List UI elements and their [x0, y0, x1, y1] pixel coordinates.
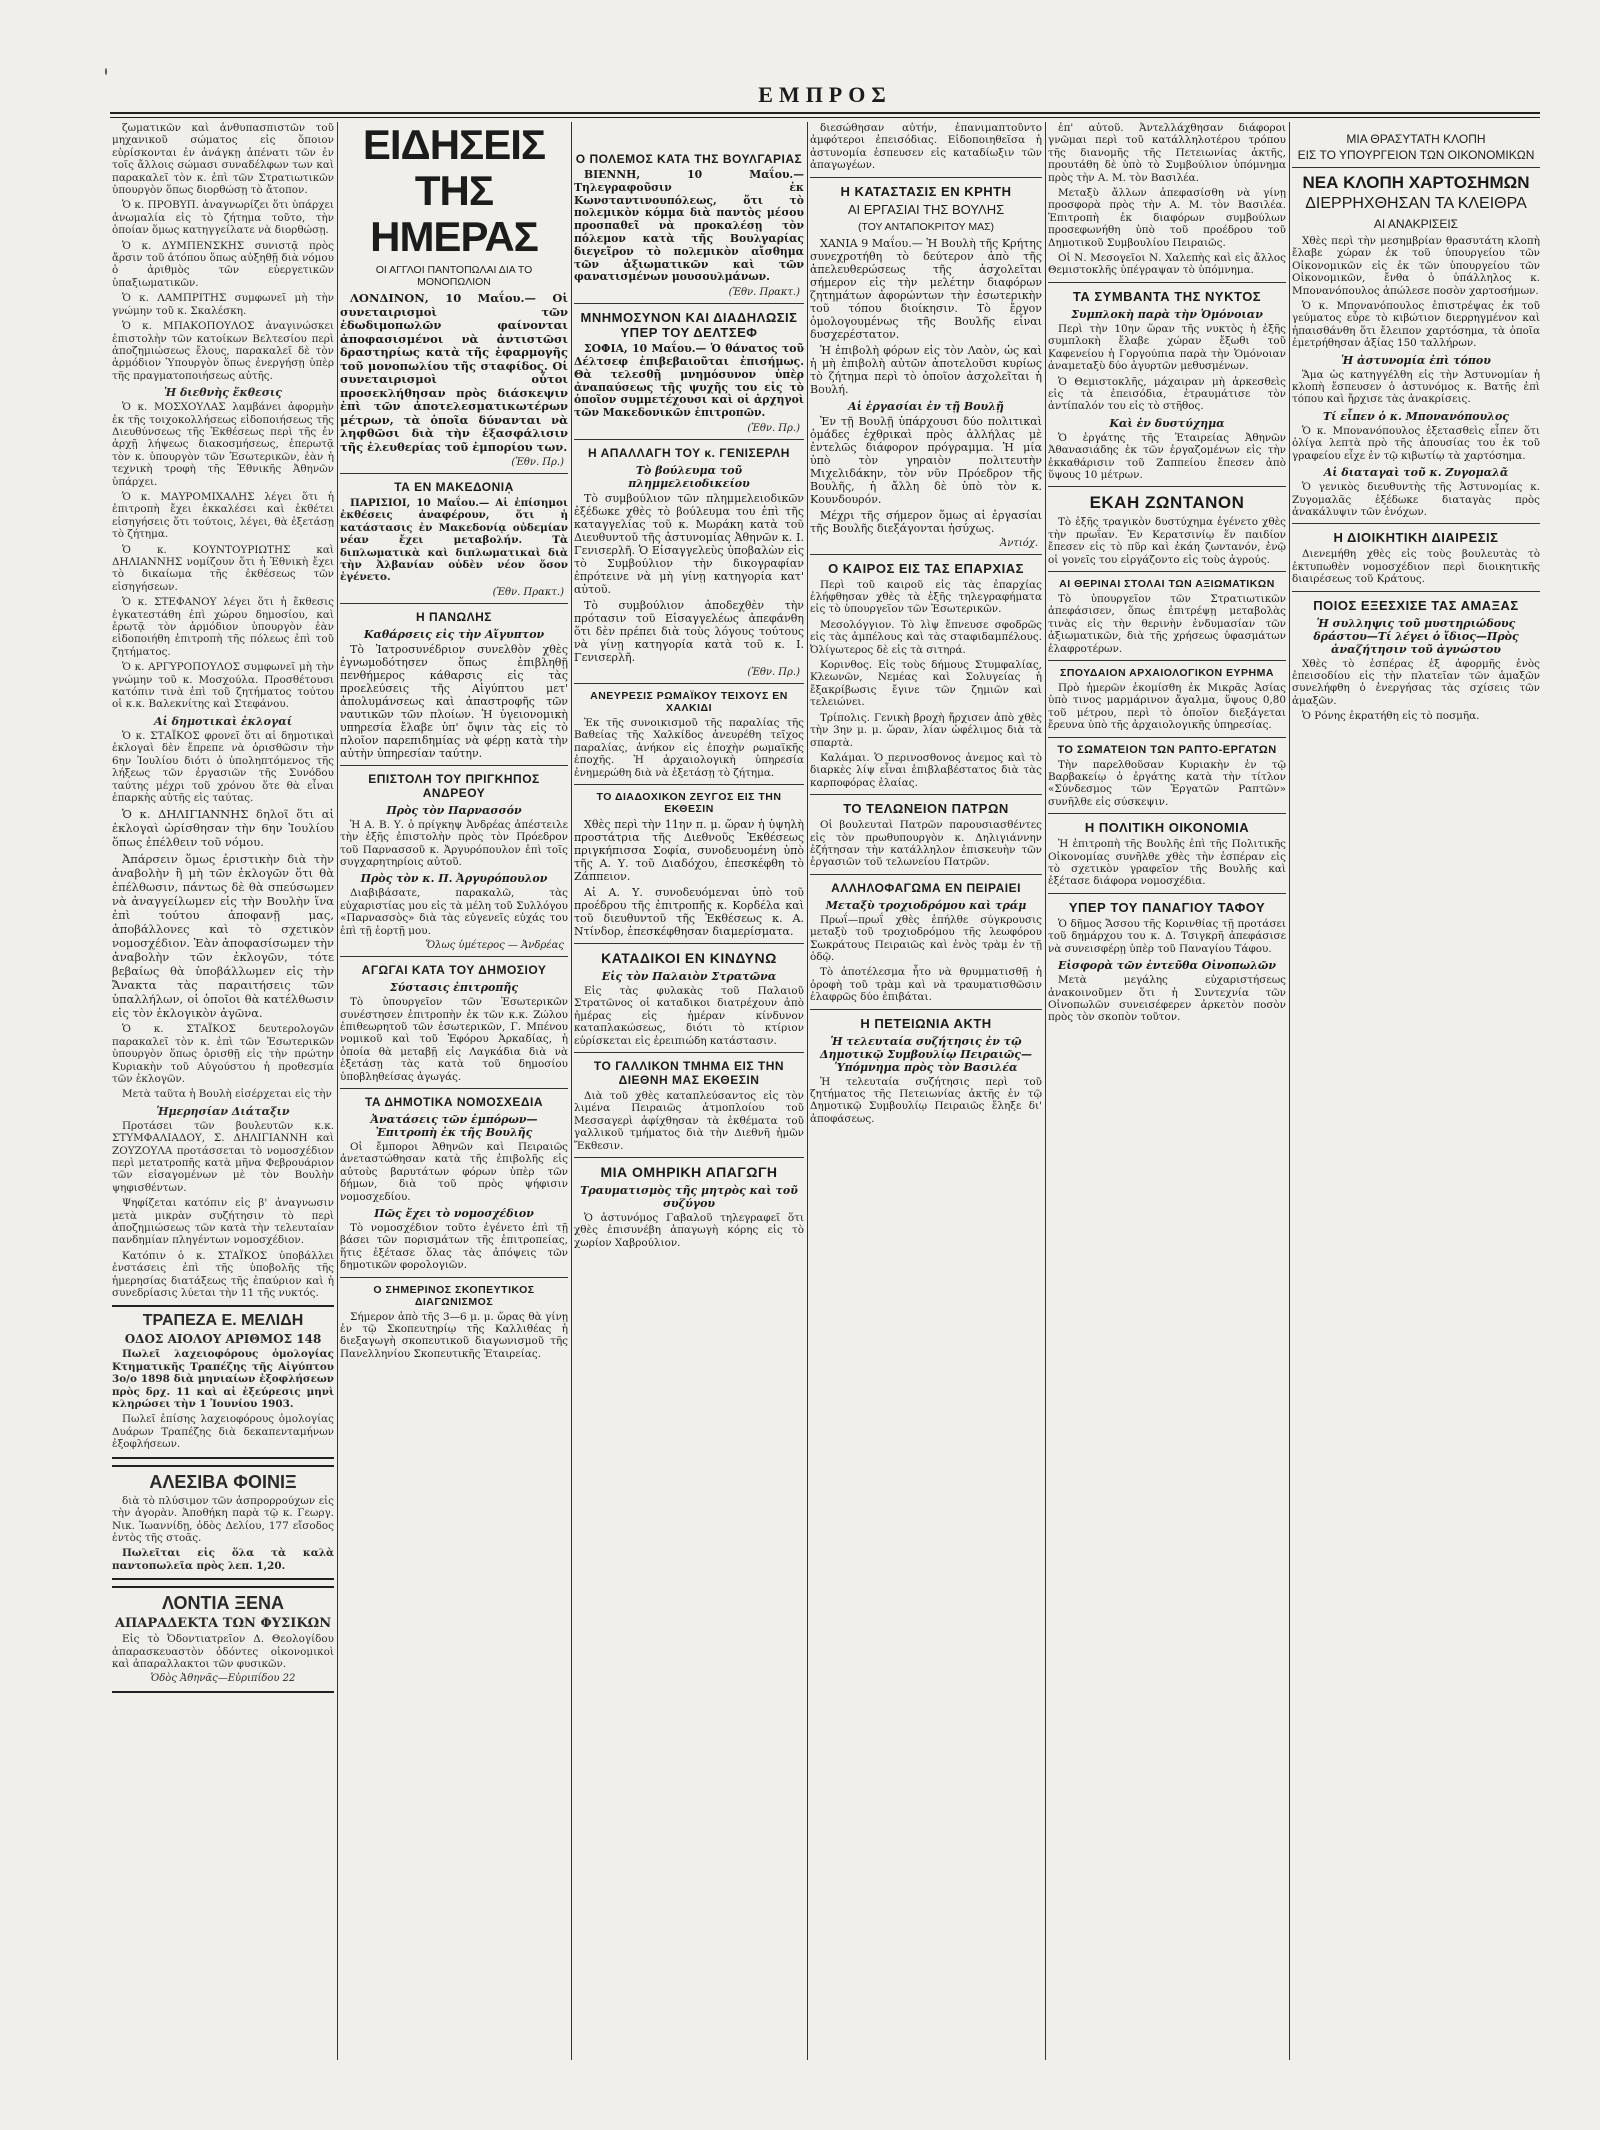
paragraph: Τὸ ὑπουργεῖον τῶν Ἐσωτερικῶν συνέστησεν ἐπιτροπὴν ἐκ τῶν κ.κ. Ζώλου ἐπιθεωρητοῦ τῶν ἐσωτερικῶν, Γ. Μπένου νομικοῦ καὶ τοῦ Ἐφόρου Ἀρκαδίας, ἡ ὁποία θὰ μεταβῇ εἰς Λαγκάδια διὰ νὰ ἐξετάσῃ τὰς κατὰ τοῦ δημοσίου ὑποβληθείσας ἀγωγάς. [340, 996, 568, 1083]
column-1 [112, 122, 334, 2060]
paragraph: Ὁ Ρόνης ἐκρατήθη εἰς τὸ ποσμῆα. [1302, 710, 1480, 723]
article-heading: ΤΟ ΣΩΜΑΤΕΙΟΝ ΤΩΝ ΡΑΠΤΟ-ΕΡΓΑΤΩΝ [1057, 743, 1277, 756]
divider [810, 554, 1042, 555]
article-heading: ΠΟΙΟΣ ΕΞΕΣΧΙΣΕ ΤΑΣ ΑΜΑΞΑΣ [1313, 597, 1519, 613]
article-heading: ΚΑΤΑΔΙΚΟΙ ΕΝ ΚΙΝΔΥΝΩ [601, 949, 777, 966]
paragraph: Περὶ τὴν 10ην ὥραν τῆς νυκτὸς ἡ ἑξῆς συμπλοκὴ ἔλαβε χώραν ἔξωθι τοῦ Καφενείου ἡ Γοργούπια παρὰ τὴν Ὁμόνοιαν ἀναμεταξὺ δύο ἀγυρτῶν μεθυσμένων. [1048, 322, 1286, 373]
paragraph: Ἐκ τῆς συνοικισμοῦ τῆς παραλίας τῆς Βαθείας τῆς Χαλκίδος ἀνευρέθη τεῖχος παραλίας, ἀνήκον εἰς ἐποχὴν ρωμαϊκῆς ἐποχῆς. Ἡ ἀρχαιολογικὴ ὑπηρεσία ἐνημερώθη διὰ νὰ ἐξετάσῃ τὸ ζήτημα. [574, 716, 804, 779]
source-credit: (Ἐθν. Πρακτ.) [728, 287, 800, 299]
ad-address: ΟΔΟΣ ΑΙΟΛΟΥ ΑΡΙΘΜΟΣ 148 [124, 1332, 322, 1347]
column-3 [574, 122, 804, 2060]
paragraph: Διὰ τοῦ χθὲς καταπλεύσαντος εἰς τὸν λιμένα Πειραιῶς ἀτμοπλοίου τοῦ Μεσσαγερὶ ἀφίχθησαν τὰ ἐκθέματα τοῦ γαλλικοῦ τμήματος διὰ τὴν Διεθνῆ ἡμῶν Ἔκθεσιν. [574, 1090, 804, 1152]
divider [1292, 591, 1540, 592]
paragraph: διὰ τὸ πλύσιμον τῶν ἀσπρορρούχων εἰς τὴν ἀγορὰν. Ἀποθήκη παρὰ τῷ κ. Γεωργ. Νικ. Ἰωαννίδῃ, ὁδὸς Δελίου, 177 εἴσοδος ἐντὸς τῆς στοᾶς. [112, 1494, 334, 1544]
article-heading: ΤΟ ΓΑΛΛΙΚΟΝ ΤΜΗΜΑ ΕΙΣ ΤΗΝ ΔΙΕΘΝΗ ΜΑΣ ΕΚΘΕΣΙΝ [593, 1059, 785, 1088]
paragraph: Προτάσει τῶν βουλευτῶν κ.κ. ΣΤΥΜΦΑΛΙΑΔΟΥ, Σ. ΔΗΛΙΓΙΑΝΝΗ καὶ ΖΟΥΖΟΥΛΑ προτάσσεται τὸ νομοσχέδιον περὶ μετατροπῆς κατὰ μῆνα Φεβρουάριον τῶν εἰσαγομένων μὲ τὸν Βουλὴν ψηφισθέντων. [112, 1119, 334, 1194]
article-subheading: ΑΙ ΕΡΓΑΣΙΑΙ ΤΗΣ ΒΟΥΛΗΣ [847, 201, 1005, 217]
paragraph: Ἡ τελευταία συζήτησις περὶ τοῦ ζητήματος τῆς Πετειωνίας ἀκτῆς ἐν τῷ Δημοτικῷ Συμβουλίῳ Πειραιῶς ἔληξε δι' ἀποφάσεως. [810, 1075, 1042, 1125]
paragraph: Μετὰ μεγάλης εὐχαριστήσεως ἀνακοινοῦμεν ὅτι ἡ Συντεχνία τῶν Οἰνοπωλῶν συνεισέφερεν ἀρκετὸν ποσὸν πρὸς τὸν σκοπὸν τοῦτον. [1048, 974, 1286, 1024]
section-heading: Αἱ δημοτικαὶ ἐκλογαί [153, 714, 293, 728]
paragraph: Μέχρι τῆς σήμερον ὅμως αἱ ἐργασίαι τῆς Βουλῆς διεξάγονται ἡσύχως. [810, 508, 1042, 535]
article-subheading: Ἡ ἀστυνομία ἐπὶ τόπου [1341, 353, 1491, 367]
divider [574, 784, 804, 785]
article-heading: Η ΠΟΛΙΤΙΚΗ ΟΙΚΟΝΟΜΙΑ [1084, 820, 1250, 836]
paragraph: Σήμερον ἀπὸ τῆς 3—6 μ. μ. ὥρας θὰ γίνῃ ἐν τῷ Σκοπευτηρίῳ τῆς Καλλιθέας ἡ διεξαγωγὴ σκοπευτικοῦ διαγωνισμοῦ τῆς Πανελληνίου Σκοπευτικῆς Ἑταιρείας. [340, 1310, 568, 1360]
paragraph: Ὁ γενικὸς διευθυντὴς τῆς Ἀστυνομίας κ. Ζυγομαλᾶς ἐξέδωκε διαταγὰς πρὸς ἀνακάλυψιν τῶν ἐνόχων. [1292, 481, 1540, 518]
paragraph: Τὸ ἑξῆς τραγικὸν δυστύχημα ἐγένετο χθὲς τὴν πρωΐαν. Ἐν Κερατσινίῳ ἕν παιδίον ἔπεσεν εἰς τὸ πῦρ καὶ ἐκάη ζωντανόν, ἐνῷ οἱ γονεῖς του εἰργάζοντο εἰς τοὺς ἀγρούς. [1048, 516, 1286, 566]
paragraph: ΧΑΝΙΑ 9 Μαΐου.— Ἡ Βουλὴ τῆς Κρήτης συνεχροτήθη τὸ δεύτερον ἀπὸ τῆς ἀπελευθερώσεως τῆς ἀσχολεῖται σήμερον εἰς τὴν μελέτην διαφόρων ζητημάτων ἀφορώντων τὴν ἐσωτερικὴν τοῦ τόπου διοίκησιν. Τὸ ἔργον ὁμολογουμένως τῆς Βουλῆς εἶναι δυσχερέστατον. [810, 236, 1042, 341]
section-heading: Ἡ διεθνὴς ἔκθεσις [164, 386, 282, 400]
source-credit: (Ἐθν. Πρ.) [747, 422, 800, 434]
masthead-rule [110, 112, 1540, 114]
paragraph: Τὸ ὑπουργεῖον τῶν Στρατιωτικῶν ἀπεφάσισεν, ὅπως ἐπιτρέψῃ μεταβολὰς τινὰς εἰς τὴν θερινὴν ἐνδυμασίαν τῶν ἀξιωματικῶν, διὰ τῆς χρήσεως ὑφασμάτων ἐλαφροτέρων. [1048, 592, 1286, 655]
divider [1048, 893, 1286, 894]
correspondent-credit: (ΤΟΥ ΑΝΤΑΠΟΚΡΙΤΟΥ ΜΑΣ) [857, 220, 995, 233]
article-heading: ΜΝΗΜΟΣΥΝΟΝ ΚΑΙ ΔΙΑΔΗΛΩΣΙΣ ΥΠΕΡ ΤΟΥ ΔΕΛΤΣΕΦ [580, 310, 798, 341]
article-subheading: Πρὸς τὸν Παρνασσόν [386, 803, 522, 817]
paragraph: Ὁ κ. ΔΗΛΙΓΙΑΝΝΗΣ δηλοῖ ὅτι αἱ ἐκλογαὶ ὡρίσθησαν τὴν 6ην Ἰουλίου ὅπως ἐπέλθειν τοῦ νόμου. [112, 807, 334, 850]
paragraph: Μεταξὺ ἄλλων ἀπεφασίσθη νὰ γίνῃ προσφορὰ πρὸς τὴν Α. Μ. τὸν Βασιλέα. Ἐπιτροπὴ ἐκ διαφόρων συμβούλων προσεφωνήθη ὑπὸ τοῦ προέδρου τοῦ Δημοτικοῦ Συμβουλίου Πειραιῶς. [1048, 187, 1286, 249]
divider [340, 1088, 568, 1089]
paragraph: Ὁ κ. ΠΡΟΒΥΠ. ἀναγνωρίζει ὅτι ὑπάρχει ἀνωμαλία εἰς τὸ ζήτημα τοῦτο, τὴν ὁποίαν ὅμως κατηγγείλατε νὰ διορθώσῃ. [112, 199, 334, 237]
paragraph: Ὁ δῆμος Ἄσσου τῆς Κορινθίας τῇ προτάσει τοῦ δημάρχου του κ. Δ. Τσιγκρῆ ἀπεφάσισε νὰ συνεισφέρῃ ὑπὲρ τοῦ Παναγίου Τάφου. [1048, 917, 1286, 955]
article-subheading: Καθάρσεις εἰς τὴν Αἴγυπτον [363, 627, 545, 641]
divider [574, 943, 804, 944]
article-subheading: Αἱ ἐργασίαι ἐν τῇ Βουλῇ [848, 399, 1004, 413]
paragraph: διεσώθησαν αὐτήν, ἐπανιμαπτοῦντο ἀμφότεροι ἐπεισόδιας. Εἰδοποιηθεῖσα ἡ ἀστυνομία ἐσπευσεν εἰς καταδίωξιν τῶν ἀπαγωγέων. [810, 122, 1042, 172]
ad-subtitle: ΑΠΑΡΑΔΕΚΤΑ ΤΩΝ ΦΥΣΙΚΩΝ [114, 1616, 332, 1632]
article-subheading: Πῶς ἔχει τὸ νομοσχέδιον [374, 1206, 534, 1220]
article-heading: Η ΚΑΤΑΣΤΑΣΙΣ ΕΝ ΚΡΗΤΗ [840, 183, 1012, 199]
divider [340, 603, 568, 604]
paragraph: Κορινθος. Εἰς τοὺς δήμους Στυμφαλίας, Κλεωνῶν, Νεμέας καὶ Σολυγείας ἡ ἔξακρίβωσις ἔγινε τῶν ζημιῶν καὶ τελειώνει. [810, 659, 1042, 709]
paragraph: Ὁ κ. ΔΥΜΠΕΝΣΚΗΣ συνιστᾷ πρὸς ἄρσιν τοῦ ἀτόπου ὅπως αὐξηθῇ διὰ νόμου ὁ ἀριθμὸς τῶν εὐεργετικῶν ὑπαξιωματικῶν. [112, 239, 334, 289]
paragraph: Οἱ βουλευταὶ Πατρῶν παρουσιασθέντες εἰς τὸν πρωθυπουργὸν κ. Δηλιγιάννην ἐζήτησαν τὴν κατάλληλον ἐπισκευὴν τῶν ἐργασιῶν τοῦ τελωνείου Πατρῶν. [810, 819, 1042, 869]
letter-addressee: Πρὸς τὸν κ. Π. Ἀργυρόπουλον [360, 872, 548, 886]
article-subheading: Ἡ συλληψις τοῦ μυστηριώδους δράστου—Τί λέγει ὁ ἴδιος—Πρὸς ἀναζήτησιν τοῦ ἀγνώστου [1313, 616, 1519, 656]
paragraph: Κατόπιν ὁ κ. ΣΤΑΪΚΟΣ ὑποβάλλει ἐνστάσεις ἐπὶ τῆς ὑποβολῆς τῆς ἡμερησίας διατάξεως τῆς ἐπαύριον καὶ ἡ συνεδρίασις λύεται τὴν 11 τῆς νυκτός. [112, 1249, 334, 1300]
article-subheading: Αἱ διαταγαὶ τοῦ κ. Ζυγομαλᾶ [1323, 466, 1509, 480]
article-heading: ΝΕΑ ΚΛΟΠΗ ΧΑΡΤΟΣΗΜΩΝ [1302, 173, 1530, 192]
column-4 [810, 122, 1042, 2060]
column-divider [1045, 122, 1046, 2060]
paragraph: ζωματικῶν καὶ ἀνθυπασπιστῶν τοῦ μηχανικοῦ σώματος εἰς ὅποιον εὑρίσκονται ἐν ἀνάγκῃ ἀπένατι τῶν ἐν τοῖς ἄλλοις σώμασι συναδέλφων των καὶ παρακαλεῖ τὸν κ. ἐπὶ τῶν Στρατιωτικῶν ὑπουργὸν ὅπως διορθώσῃ τὸ ἄτοπον. [112, 122, 334, 197]
article-subheading: Εἰς τὸν Παλαιὸν Στρατῶνα [601, 969, 777, 983]
dentist-advertisement [112, 1586, 334, 1693]
paragraph: ἐπ' αὐτοῦ. Ἀντελλάχθησαν διάφοροι γνῶμαι περὶ τοῦ κατάλληλοτέρου τρόπου τῆς διανομῆς τῆς Πετειωνίας ἀκτῆς, προυτάθη δὲ ὑπὸ τὸ Συμβούλιον ὑπόμνημα πρὸς τὴν Α. Μ. τὸν Βασιλέα. [1048, 122, 1286, 184]
article-heading: ΑΝΕΥΡΕΣΙΣ ΡΩΜΑΪΚΟΥ ΤΕΙΧΟΥΣ ΕΝ ΧΑΛΚΙΔΙ [590, 689, 788, 714]
lead-paragraph: ΣΟΦΙΑ, 10 Μαΐου.— Ὁ θάνατος τοῦ Δέλτσεφ ἐπιβεβαιοῦται ἐπισήμως. Θὰ τελεσθῇ μνημόσυνον ὑπὲρ ἀναπαύσεως τῆς ψυχῆς του εἰς τὸ ὁποῖον συμμετέχουσι καὶ οἱ ἀρχηγοὶ τῶν Μακεδονικῶν ἐπιτροπῶν. [574, 342, 804, 420]
column-6 [1292, 122, 1540, 2060]
paragraph: Ὁ Θεμιστοκλῆς, μάχαιραν μὴ ἀρκεσθεὶς εἰς τὰ ἐπεισόδια, ἐτραυμάτισε τὸν ἀντίπαλόν του εἰς τὸ στῆθος. [1048, 375, 1286, 413]
paragraph: Τὸ συμβούλιον ἀποδεχθὲν τὴν πρότασιν τοῦ Εἰσαγγελέως ἀπεφάνθη ὅτι δὲν πρέπει διὰ τοὺς λόγους τούτους νὰ γίνῃ κατηγορία κατὰ τοῦ κ. Ι. Γενισερλῆ. [574, 598, 804, 664]
paragraph: Τὸ συμβούλιον τῶν πλημμελειοδικῶν ἐξέδωκε χθὲς τὸ βούλευμα του ἐπὶ τῆς καταγγελίας τοῦ κ. Μωράκη κατὰ τοῦ Διευθυντοῦ τῆς ἀστυνομίας Ἀθηνῶν κ. Ι. Γενισερλῆ. Ὁ Εἰσαγγελεὺς ὑποβαλὼν εἰς τὸ Συμβούλιον τὴν δικογραφίαν ἐπρότεινε νὰ μὴ γίνῃ κατηγορία κατ' αὐτοῦ. [574, 491, 804, 596]
ad-title: ΤΡΑΠΕΖΑ Ε. ΜΕΛΙΔΗ [142, 1312, 304, 1330]
paragraph: Τρίπολις. Γενικὴ βροχὴ ἤρχισεν ἀπὸ χθὲς τὴν 3ην μ. μ. ὥραν, λίαν ὠφέλιμος διὰ τὰ σπαρτὰ. [810, 711, 1042, 749]
article-heading: ΕΚΑΗ ΖΩΝΤΑΝΟΝ [1089, 493, 1245, 513]
divider [810, 794, 1042, 795]
paragraph: Πωλεῖται εἰς ὅλα τὰ καλὰ παντοπωλεῖα πρὸς λεπ. 1,20. [112, 1547, 334, 1572]
paragraph: Διαβιβάσατε, παρακαλῶ, τὰς εὐχαριστίας μου εἰς τὰ μέλη τοῦ Συλλόγου «Παρνασσὸς» διὰ τὰς εὐγενεῖς εὐχάς του ἐπὶ τῇ ἑορτῇ μου. [340, 887, 568, 937]
paragraph: Ὁ κ. ΜΟΣΧΟΥΛΑΣ λαμβάνει ἀφορμὴν ἐκ τῆς τοιχοκολλήσεως εἰδοποιήσεως τῆς Διευθύνσεως τῆς Ἐκθέσεως περὶ τῆς ἐν ἀρχῇ λήψεως διακοσμήσεως, ἐπερωτᾷ τὸν κ. ὑπουργὸν τῶν Ἐσωτερικῶν, ἐὰν ἡ τεχνικὴ τροφὴ τῆς Ἐθνικῆς Ἀθηνῶν ὑπάρχει. [112, 401, 334, 488]
source-credit: (Ἐθν. Πρ.) [511, 457, 564, 468]
article-heading: ΤΟ ΔΙΑΔΟΧΙΚΟΝ ΖΕΥΓΟΣ ΕΙΣ ΤΗΝ ΕΚΘΕΣΙΝ [596, 790, 782, 815]
paragraph: Εἰς τὰς φυλακὰς τοῦ Παλαιοῦ Στρατῶνος οἱ καταδικοι διατρέχουν ἀπὸ ἡμέρας εἰς ἡμέραν κίνδυνον καταπλακώσεως, διότι τὸ κτίριον εὑρίσκεται εἰς ἐρειπιώδη κατάστασιν. [574, 984, 804, 1047]
article-heading: Η ΠΕΤΕΙΩΝΙΑ ΑΚΤΗ [860, 1015, 992, 1031]
divider [574, 439, 804, 440]
article-heading: ΕΠΙΣΤΟΛΗ ΤΟΥ ΠΡΙΓΚΗΠΟΣ ΑΝΔΡΕΟΥ [368, 771, 540, 800]
correspondent-signature: Ἀντιόχ. [999, 537, 1038, 549]
paragraph: Ἀπάρσειν ὅμως ἐριστικὴν διὰ τὴν ἀναβολὴν ἢ μὴ τῶν ἐκλογῶν ὅτι θὰ ἐπέλθωσιν, πάντως δὲ θὰ σπεύσωμεν νὰ ἀναγγείλωμεν εἰς τὴν Βουλὴν ἵνα ἐπὶ τούτου ἀποφανῇ μας, ἀποβάλλονες καὶ τὸ σχετικὸν νομοσχέδιον. Ἐὰν ἀποφασίσωμεν τὴν ἀναβολὴν τῶν ἐκλογῶν, τότε βεβαίως θὰ ὑποβάλλωμεν εἰς τὴν Ἄνακτα τὰς παραιτήσεις τῶν ὑπαλλήλων, οἱ ὁποῖοι θὰ κατέλθωσιν εἰς τὸν ἐκλογικὸν ἀγῶνα. [112, 852, 334, 1021]
article-heading: ΑΛΛΗΛΟΦΑΓΩΜΑ ΕΝ ΠΕΙΡΑΙΕΙ [831, 880, 1021, 895]
paragraph: Τὸ Ἰατροσυνέδριον συνελθὸν χθὲς ἐγνωμοδότησεν ὅπως ἐπιβληθῇ πενθήμερος κάθαρσις εἰς τὰς προελεύσεις τῆς Αἰγύπτου μετ' ἀπολυμάνσεως καὶ ἀπαστροφῆς τῶν ναυτικῶν τῶν πλοίων. Ἡ ὑγειονομικὴ υπηρεσία ἔλαβε ὑπ' ὄψιν τὰς εἰς τὸ πλοῖον παρεπιδημίας νὰ φέρῃ κατὰ τὴν αὐτὴν ὑπηρεσίαν ταύτην. [340, 642, 568, 760]
ad-title: ΑΛΕΣΙΒΑ ΦΟΙΝΙΞ [149, 1471, 297, 1492]
paragraph: Ὁ κ. ΚΟΥΝΤΟΥΡΙΩΤΗΣ καὶ ΔΗΛΙΑΝΝΗΣ νομίζουν ὅτι ἡ Ἐθνικὴ ἔχει τὸ δικαίωμα τῆς ἐκθέσεως τῶν εἰσηγήσεων. [112, 543, 334, 593]
article-heading: Ο ΠΟΛΕΜΟΣ ΚΑΤΑ ΤΗΣ ΒΟΥΛΓΑΡΙΑΣ [575, 152, 803, 166]
letter-signature: Ὅλως ὑμέτερος — Ἀνδρέας [425, 940, 564, 952]
paragraph: Χθὲς περὶ τὴν μεσημβρίαν θρασυτάτη κλοπὴ ἔλαβε χώραν ἐκ τοῦ ὑπουργείου τῶν Οἰκονομικῶν εἰς ἐκ τῶν ὑπουργείου τῶν Οἰκονομικῶν, ἔνθα ὁ ὑπάλληλος κ. Μπονανόπουλος ἀπώλεσε ποσὸν χαρτοσήμων. [1292, 235, 1540, 297]
paragraph: Ὁ ἐργάτης τῆς Ἐταιρείας Ἀθηνῶν Ἀθανασιάδης ἐκ τῶν ἐργαζομένων εἰς τὴν ἐκκαθάρισιν τοῦ Ζαππείου ἔπεσεν ἀπὸ ὕψους 10 μέτρων. [1048, 431, 1286, 481]
divider [574, 1052, 804, 1053]
paragraph: Ὁ κ. ΜΑΥΡΟΜΙΧΑΛΗΣ λέγει ὅτι ἡ ἐπιτροπὴ ἔχει ἐκκαλέσει καὶ ἐκθέτει εἰσηγήσεις ὅτι τούτοις, λέγει, θὰ ἐξετάσῃ τὸ ζήτημα. [112, 490, 334, 541]
paragraph: Ψηφίζεται κατόπιν εἰς β' ἀναγνωσιν μετὰ μικρὰν συζήτησιν τὸ περὶ ἀποζημιώσεως τῶν κατὰ τὴν τελευταίαν πανδημίαν πληγέντων νομοσχέδιον. [112, 1197, 334, 1247]
divider [1048, 282, 1286, 283]
article-heading: ΕΙΣ ΤΟ ΥΠΟΥΡΓΕΙΟΝ ΤΩΝ ΟΙΚΟΝΟΜΙΚΩΝ [1297, 148, 1535, 162]
article-subheading: Καὶ ἐν δυστύχημα [1109, 416, 1225, 430]
divider [1048, 660, 1286, 661]
article-heading: ΤΑ ΔΗΜΟΤΙΚΑ ΝΟΜΟΣΧΕΔΙΑ [364, 1094, 544, 1109]
paragraph: Ὁ κ. Μπονανόπουλος ἐξετασθεὶς εἶπεν ὅτι ὀλίγα λεπτὰ πρὸ τῆς ἀπουσίας του ἐκ τοῦ γραφείου εἶχε ἐν τῷ κιβωτίῳ τὰ χαρτόσημα. [1292, 424, 1540, 462]
divider [1048, 486, 1286, 487]
article-heading: ΔΙΕΡΡΗΧΘΗΣΑΝ ΤΑ ΚΛΕΙΘΡΑ [1305, 195, 1527, 212]
column-5 [1048, 122, 1286, 2060]
lead-paragraph: ΛΟΝΔΙΝΟΝ, 10 Μαΐου.— Οἱ συνεταιρισμοὶ τῶν ἐδωδιμοπωλῶν φαίνονται ἀποφασισμένοι νὰ ἀντιστῶσι δραστηρίως κατὰ τῆς ἐφαρμογῆς τοῦ μονοπωλίου τῆς σταφίδος. Οἱ συνεταιρισμοὶ οὗτοι προσεκλήθησαν πρὸς διάσκεψιν ἐπὶ τῶν ἀποτελεσματικωτέρων μέτρων, τὰ ὁποῖα δύνανται νὰ ληφθῶσι διὰ τὴν ἐξασφάλισιν τῆς ἐλευθερίας τοῦ ἐμπορίου των. [340, 291, 568, 454]
column-divider [1289, 122, 1290, 2060]
article-subheading: Εἰσφορὰ τῶν ἐντεῦθα Οἰνοπωλῶν [1058, 959, 1276, 973]
divider [810, 177, 1042, 178]
divider [1292, 167, 1540, 168]
paragraph: Εἰς τὸ Ὀδοντιατρεῖον Δ. Θεολογίδου ἀπαρασκευαστὸν ὀδόντες οἰκονομικοὶ καὶ ἀπαραλλακτοι τῶν φυσικῶν. [112, 1633, 334, 1670]
article-subheading: Τὸ βούλευμα τοῦ πλημμελειοδικείου [628, 463, 750, 490]
divider [340, 473, 568, 474]
article-subheading: Συμπλοκὴ παρὰ τὴν Ὁμόνοιαν [1071, 307, 1263, 321]
paragraph: Τὸ ἀποτέλεσμα ἦτο νὰ θρυμματισθῇ ἡ ὀροφὴ τοῦ τρὰμ καὶ νὰ τραυματισθῶσιν ἐλαφρῶς δύο ἐπιβάται. [810, 966, 1042, 1004]
paragraph: Ὁ κ. ΛΑΜΠΡΙΤΗΣ συμφωνεῖ μὴ τὴν γνώμην τοῦ κ. Σκαλέσκη. [112, 292, 334, 317]
paragraph: Τὴν παρελθοῦσαν Κυριακὴν ἐν τῷ Βαρβακείῳ ὁ ἐργάτης κατὰ τὴν τίτλον «Σύνδεσμος τῶν Ἐργατῶν Ραπτῶν» συνῆλθε εἰς σύσκεψιν. [1048, 758, 1286, 808]
paragraph: Μεσολόγγιον. Τὸ λὶψ ἔπνευσε σφοδρῶς εἰς τὰς ἀμπέλους καὶ τὰς σταφιδαμπέλους. Ὀλίγωτερος δὲ εἰς τὰ σιτηρά. [810, 618, 1042, 656]
newspaper-name: ΕΜΠΡΟΣ [758, 82, 892, 107]
article-subheading: Τί εἶπεν ὁ κ. Μπονανόπουλος [1322, 409, 1510, 423]
paragraph: Τὸ νομοσχέδιον τοῦτο ἐγένετο ἐπὶ τῇ βάσει τῶν πορισμάτων τῆς ἐπιτροπείας, ἥτις ἐξέτασε ὅλας τὰς ἀπόψεις τῶν δημοτικῶν φορολογιῶν. [340, 1221, 568, 1272]
paragraph: Πρὸ ἡμερῶν ἐκομίσθη ἐκ Μικρᾶς Ἀσίας ὑπὸ τινος μαρμάρινον ἄγαλμα, ὕψους 0,80 τοῦ μέτρου, περὶ τὸ ὁποῖον διεξάγεται ἔρευνα ὑπὸ τῆς ἀρχαιολογικῆς ὑπηρεσίας. [1048, 682, 1286, 732]
article-heading: ΟΙ ΑΓΓΛΟΙ ΠΑΝΤΟΠΩΛΑΙ ΔΙΑ ΤΟ ΜΟΝΟΠΩΛΙΟΝ [375, 264, 533, 288]
article-heading: Η ΑΠΑΛΛΑΓΗ ΤΟΥ κ. ΓΕΝΙΣΕΡΛΗ [588, 445, 790, 460]
print-speck [105, 68, 107, 75]
divider [340, 1277, 568, 1278]
paragraph: Χθὲς περὶ τὴν 11ην π. μ. ὥραν ἡ ὑψηλὴ προστάτρια τῆς Διεθνοῦς Ἐκθέσεως πριγκήπισσα Σοφία, συνοδευομένη ὑπὸ τῆς Α. Υ. τοῦ Διαδόχου, ἐπεσκέφθη τὸ Ζάππειον. [574, 817, 804, 883]
column-divider [807, 122, 808, 2060]
paragraph: Οἱ Ν. Μεσογεῖοι Ν. Χαλεπὴς καὶ εἰς ἄλλος Θεμιστοκλῆς ὑπέγραψαν τὸ ὑπόμνημα. [1048, 252, 1286, 277]
divider [1048, 737, 1286, 738]
lead-paragraph: ΒΙΕΝΝΗ, 10 Μαΐου.— Τηλεγραφοῦσιν ἐκ Κωνσταντινουπόλεως, ὅτι τὸ πολεμικὸν κόμμα διὰ παντὸς μέσου προσπαθεῖ νὰ προκαλέσῃ τὸν πόλεμον κατὰ τῆς Βουλγαρίας διεγεῖρον τὸ πολεμικὸν αἴσθημα τῶν ἀξιωματικῶν καὶ τῶν φανατισμένων μουσουλμάνων. [574, 168, 804, 284]
bank-advertisement [112, 1305, 334, 1458]
section-heading: Ἡμερησίαν Διάταξιν [156, 1104, 290, 1118]
article-subheading: Τραυματισμὸς τῆς μητρὸς καὶ τοῦ συζύγου [580, 1184, 798, 1211]
divider [810, 874, 1042, 875]
paragraph: ΠΑΡΙΣΙΟΙ, 10 Μαΐου.— Αἱ ἐπίσημοι ἐκθέσεις ἀναφέρουν, ὅτι ἡ κατάστασις ἐν Μακεδονίᾳ οὐδεμίαν νέαν ἔχει μεταβολήν. Τὰ διπλωματικὰ καὶ διπλωματικαὶ διὰ τὴν Ἀλβανίαν οὐδὲν νέον ὅσον ἐγένετο. [340, 497, 568, 584]
paragraph: Χθὲς τὸ ἑσπέρας ἐξ ἀφορμῆς ἐνὸς ἐπεισοδίου εἰς τὴν πλατεῖαν τῶν ἁμαξῶν συνελήφθη ὁ ἐνεργήσας τὰς σχίσεις τῶν ἁμαξῶν. [1292, 657, 1540, 707]
paragraph: Ὁ κ. ΣΤΑΪΚΟΣ φρονεῖ ὅτι αἱ δημοτικαὶ ἐκλογαὶ δὲν ἔπρεπε νὰ ὁρισθῶσιν τὴν 6ην Ἰουλίου διότι ὁ ὑποληπτόμενος τῆς λήξεως τῶν ἐργασιῶν τῆς Συνόδου ταύτης μέχρι τοῦ χρόνου ὅτε θὰ εἶναι ἐπαρκὴς αὐτῆς εἰς ταύτας. [112, 729, 334, 804]
paragraph: Ὁ κ. ΣΤΕΦΑΝΟΥ λέγει ὅτι ἡ ἔκθεσις ἐγκατεστάθη ἐπὶ χώρου δημοσίου, καὶ ἐρωτᾷ τὸν ἁρμόδιον ὑπουργὸν ἐὰν εἰδοποιήθη ἐπιτροπὴ τῆς πόλεως ἐπὶ τοῦ ζητήματος. [112, 596, 334, 658]
paragraph: Πωλεῖ ἐπίσης λαχειοφόρους ὁμολογίας Δυάρων Τραπέζης διὰ δεκαπενταμήνων ἐξοφλήσεων. [112, 1413, 334, 1451]
article-heading: Η ΠΑΝΩΛΗΣ [416, 609, 492, 624]
article-heading: Η ΔΙΟΙΚΗΤΙΚΗ ΔΙΑΙΡΕΣΙΣ [1333, 530, 1499, 546]
paragraph: Ἡ Α. Β. Υ. ὁ πρίγκηψ Ἀνδρέας ἀπέστειλε τὴν ἑξῆς ἐπιστολὴν πρὸς τὸν Πρόεδρον τοῦ Παρνασσοῦ κ. Ἀργυρόπουλον ἐπὶ τοῖς συγχαρητηρίοις αὐτοῦ. [340, 818, 568, 869]
masthead-rule-thin [110, 117, 1540, 118]
divider [1048, 571, 1286, 572]
article-heading: Ο ΣΗΜΕΡΙΝΟΣ ΣΚΟΠΕΥΤΙΚΟΣ ΔΙΑΓΩΝΙΣΜΟΣ [373, 1283, 535, 1308]
column-divider [571, 122, 572, 2060]
article-subheading: Ἀνατάσεις τῶν ἐμπόρων—Ἐπιτροπὴ ἐκ τῆς Βουλῆς [370, 1112, 538, 1139]
masthead [110, 82, 1540, 108]
divider [810, 1009, 1042, 1010]
source-credit: (Ἐθν. Πρ.) [747, 666, 800, 678]
source-credit: (Ἐθν. Πρακτ.) [492, 586, 564, 598]
paragraph: Οἱ ἔμποροι Ἀθηνῶν καὶ Πειραιῶς ἀνεταστώθησαν κατὰ τῆς ἐπιβολῆς εἰς αὐτοὺς βαρυτάτων φόρων ὑπὲρ τῶν δήμων, διὰ τοῦ πρὸς ψήφισιν νομοσχεδίου. [340, 1140, 568, 1203]
article-heading: ΤΑ ΕΝ ΜΑΚΕΔΟΝΙᾼ [394, 480, 514, 494]
divider [340, 956, 568, 957]
article-heading: ΤΑ ΣΥΜΒΑΝΤΑ ΤΗΣ ΝΥΚΤΟΣ [1072, 288, 1262, 304]
divider [574, 303, 804, 304]
paragraph: Πρωΐ—πρωΐ χθὲς ἐπήλθε σύγκρουσις μεταξὺ τοῦ τροχιοδρόμου τῆς λεωφόρου Σωκράτους Πειραιῶς καὶ ἑνὸς τρὰμ ἐν τῇ ὁδῷ. [810, 913, 1042, 963]
article-subheading: Μεταξὺ τροχιοδρόμου καὶ τράμ [825, 898, 1027, 912]
paragraph: Μετὰ ταῦτα ἡ Βουλὴ εἰσέρχεται εἰς τὴν [122, 1088, 332, 1101]
paragraph: Καλάμαι. Ὁ περινοσθονος ἀνεμος καὶ τὸ διαρκὲς λίψ εἶναι ἐπιβλαβέστατος διὰ τὰς καρποφόρας ἐλαίας. [810, 751, 1042, 789]
article-heading: ΤΟ ΤΕΛΩΝΕΙΟΝ ΠΑΤΡΩΝ [843, 801, 1009, 817]
divider [1048, 813, 1286, 814]
divider [574, 1157, 804, 1158]
article-subheading: Ἡ τελευταία συζήτησις ἐν τῷ Δημοτικῷ Συμβουλίῳ Πειραιῶς—Ὑπόμνημα πρὸς τὸν Βασιλέα [820, 1034, 1032, 1074]
paragraph: Αἱ Α. Υ. συνοδευόμεναι ὑπὸ τοῦ προέδρου τῆς ἐπιτροπῆς κ. Κορδέλα καὶ τοῦ διευθυντοῦ τῆς Ἐκθέσεως κ. Α. Ντίνδορ, ἐπεσκέφθησαν διαμερίσματα. [574, 885, 804, 938]
page-headline: ΕΙΔΗΣΕΙΣ ΤΗΣ ΗΜΕΡΑΣ [362, 122, 546, 260]
paragraph: Περὶ τοῦ καιροῦ εἰς τὰς ἐπαρχίας ἐλήφθησαν χθὲς τὰ ἑξῆς τηλεγραφήματα εἰς τὸ ὑπουργεῖον τῶν Ἐσωτερικῶν. [810, 578, 1042, 616]
column-2 [340, 122, 568, 2060]
divider [1292, 523, 1540, 524]
paragraph: Ἡ ἐπιτροπὴ τῆς Βουλῆς ἐπὶ τῆς Πολιτικῆς Οἰκονομίας συνῆλθε χθὲς τὴν ἑσπέραν εἰς τὸ σχετικὸν γραφεῖον τῆς Βουλῆς καὶ ἐξέτασε διάφορα νομοσχέδια. [1048, 838, 1286, 888]
article-heading: ΥΠΕΡ ΤΟΥ ΠΑΝΑΓΙΟΥ ΤΑΦΟΥ [1068, 899, 1266, 915]
article-heading: ΑΙ ΘΕΡΙΝΑΙ ΣΤΟΛΑΙ ΤΩΝ ΑΞΙΩΜΑΤΙΚΩΝ [1059, 577, 1275, 590]
ad-title: ΛΟΝΤΙΑ ΞΕΝΑ [161, 1593, 285, 1614]
paragraph: Ὁ κ. ΜΠΑΚΟΠΟΥΛΟΣ ἀναγινώσκει ἐπιστολὴν τῶν κατοίκων Βελτεσίου περὶ ἀποζημιώσεως ἔλους, παρακαλεῖ δὲ τὸν ἀρμόδιον Ὑπουργὸν ὅπως ἐνεργήσῃ ὑπὲρ τῆς πραγματοποιήσεως αὐτῆς. [112, 320, 334, 382]
article-heading: ΑΙ ΑΝΑΚΡΙΣΕΙΣ [1373, 217, 1459, 231]
paragraph: Ὁ κ. ΑΡΓΥΡΟΠΟΥΛΟΣ συμφωνεῖ μὴ τὴν γνώμην τοῦ κ. Μοσχούλα. Προσθέτουσι κατόπιν τινὰ ἐπὶ τοῦ ζητήματος τούτου οἱ κ.κ. Βαλεκνίτης καὶ Στεφάνου. [112, 661, 334, 711]
paragraph: Ἐν τῇ Βουλῇ ὑπάρχουσι δύο πολιτικαὶ ὁμάδες ἐχθρικαὶ πρὸς ἀλλήλας μὲ ἐντελῶς διάφορον πρόγραμμα. Ἡ μία ὑπὸ τὸν γηραιὸν πολιτευτὴν Μιχελιδάκην, τὸν νῦν Πρόεδρον τῆς Βουλῆς, ἡ ἄλλη δὲ ὑπὸ τὸν κ. Κουνδουρόν. [810, 414, 1042, 506]
article-heading: ΜΙΑ ΟΜΗΡΙΚΗ ΑΠΑΓΩΓΗ [600, 1164, 778, 1181]
article-heading: ΜΙΑ ΘΡΑΣΥΤΑΤΗ ΚΛΟΠΗ [1346, 132, 1486, 146]
paragraph: Πωλεῖ λαχειοφόρους ὁμολογίας Κτηματικῆς Τραπέζης τῆς Αἰγύπτου 3ο/ο 1898 διὰ μηνιαίων ἐξοφλήσεων πρὸς δρχ. 11 καὶ αἱ ἐξεύρεσις μηνὶ κληρώσει τὴν 1 Ἰουνίου 1903. [112, 1348, 334, 1411]
ad-address: Ὁδὸς Ἀθηνᾶς—Εὐριπίδου 22 [150, 1673, 296, 1685]
article-heading: Ο ΚΑΙΡΟΣ ΕΙΣ ΤΑΣ ΕΠΑΡΧΙΑΣ [828, 560, 1024, 576]
divider [574, 683, 804, 684]
divider [340, 765, 568, 766]
article-heading: ΣΠΟΥΔΑΙΟΝ ΑΡΧΑΙΟΛΟΓΙΚΟΝ ΕΥΡΗΜΑ [1060, 667, 1274, 679]
article-heading: ΑΓΩΓΑΙ ΚΑΤΑ ΤΟΥ ΔΗΜΟΣΙΟΥ [361, 963, 547, 978]
paragraph: Ὁ κ. ΣΤΑΪΚΟΣ δευτερολογῶν παρακαλεῖ τὸν κ. ἐπὶ τῶν Ἐσωτερικῶν ὑπουργὸν ὅπως ὁρισθῇ εἰς τὴν πρώτην Κυριακὴν τοῦ Αὐγούστου ἡ προθεσμία τῶν ἐκλογῶν. [112, 1023, 334, 1085]
paragraph: Ἡ ἐπιβολὴ φόρων εἰς τὸν Λαὸν, ὡς καὶ ἡ μὴ ἐπιβολὴ αὐτῶν ἀποτελοῦσι κυρίως τὸ ζήτημα περὶ τὸ ὁποῖον ἀσχολεῖται ἡ Βουλή. [810, 343, 1042, 396]
paragraph: Ὁ ἀστυνόμος Γαβαλοῦ τηλεγραφεῖ ὅτι χθὲς ἐπισυνέβη ἀπαγωγὴ κόρης εἰς τὸ χωρίον Χαβρούλιον. [574, 1212, 804, 1249]
paragraph: Ἅμα ὡς κατηγγέλθη εἰς τὴν Ἀστυνομίαν ἡ κλοπὴ ἔσπευσεν ὁ ἀστυνόμος κ. Βατῆς ἐπὶ τόπου καὶ ἤρχισε τὰς ἀνακρίσεις. [1292, 368, 1540, 406]
column-divider [337, 122, 338, 2060]
paragraph: Ὁ κ. Μπονανόπουλος ἐπιστρέψας ἐκ τοῦ γεύματος εὗρε τὸ κιβώτιον διερρηγμένον καὶ ἠπαισθάνθη ὅτι ἔλειπον χαρτόσημα, τὰ ὁποῖα ἐμετρήθησαν ἀξίας 150 ταλλήρων. [1292, 300, 1540, 350]
soap-advertisement [112, 1465, 334, 1580]
article-subheading: Σύστασις ἐπιτροπῆς [389, 981, 519, 995]
paragraph: Διενεμήθη χθὲς εἰς τοὺς βουλευτὰς τὸ ἐκτυπωθὲν νομοσχέδιον περὶ διοικητικῆς διαιρέσεως τοῦ Κράτους. [1292, 548, 1540, 586]
